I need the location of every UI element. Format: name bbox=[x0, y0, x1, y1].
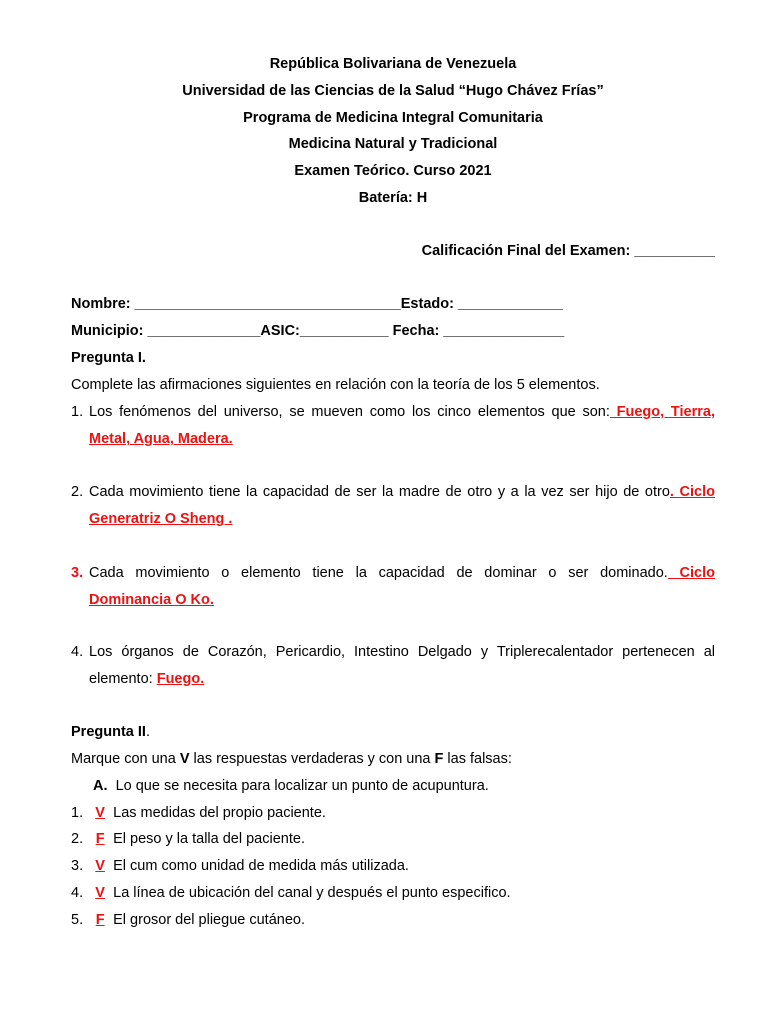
q2-item-1 bbox=[71, 805, 326, 821]
q1-item-2-answer-b: Generatriz O Sheng . bbox=[89, 511, 233, 527]
q2-item-4-text: La línea de ubicación del canal y después el punto especifico. bbox=[113, 885, 511, 901]
final-grade-line: Calificación Final del Examen: __________ bbox=[421, 243, 715, 259]
q2-item-4-mark: V bbox=[95, 885, 105, 901]
question-2-title-dot: . bbox=[145, 724, 150, 740]
q2-item-2 bbox=[71, 831, 305, 847]
q2-item-5-text: El grosor del pliegue cutáneo. bbox=[113, 912, 305, 928]
q2-item-1-number: 1. bbox=[71, 805, 84, 821]
question-2-title-text: Pregunta II bbox=[71, 724, 146, 740]
q2-item-3-text: El cum como unidad de medida más utilizada. bbox=[113, 858, 409, 874]
question-2-title bbox=[71, 724, 150, 740]
q2-item-3-mark: V bbox=[95, 858, 105, 874]
municipio-asic-fecha-line: Municipio: ______________ASIC:___________ Fecha: _______________ bbox=[71, 323, 565, 339]
header-republic: República Bolivariana de Venezuela bbox=[269, 56, 517, 72]
q2-item-3 bbox=[71, 858, 409, 874]
q1-item-2-line-1 bbox=[89, 484, 715, 500]
question-1-title: Pregunta I. bbox=[71, 350, 146, 366]
q2-item-5-number: 5. bbox=[71, 912, 84, 928]
q1-item-4-line-1: Los órganos de Corazón, Pericardio, Intestino Delgado y Triplerecalentador pertenecen al bbox=[89, 644, 715, 660]
q2-item-2-mark: F bbox=[95, 831, 105, 847]
q2-instr-a: Marque con una bbox=[71, 751, 180, 767]
header-subject: Medicina Natural y Tradicional bbox=[288, 136, 498, 152]
q1-item-1-number: 1. bbox=[71, 404, 84, 420]
q2-item-4-number: 4. bbox=[71, 885, 84, 901]
q1-item-4-text-b: elemento: bbox=[89, 671, 157, 687]
q2-item-5-mark: F bbox=[95, 912, 105, 928]
header-university: Universidad de las Ciencias de la Salud “Hugo Chávez Frías” bbox=[182, 83, 604, 99]
q2-subsection-a bbox=[93, 778, 489, 794]
q1-item-1-text: Los fenómenos del universo, se mueven como los cinco elementos que son: bbox=[89, 404, 610, 420]
q1-item-3-number: 3. bbox=[71, 565, 84, 581]
q2-instr-b: las respuestas verdaderas y con una bbox=[189, 751, 435, 767]
q2-item-2-text: El peso y la talla del paciente. bbox=[113, 831, 305, 847]
header-exam: Examen Teórico. Curso 2021 bbox=[294, 163, 492, 179]
header-battery: Batería: H bbox=[358, 190, 428, 206]
q2-item-5 bbox=[71, 912, 305, 928]
q1-item-2-text: Cada movimiento tiene la capacidad de ser la madre de otro y a la vez ser hijo de otro bbox=[89, 484, 670, 500]
q1-item-4-number: 4. bbox=[71, 644, 84, 660]
q2-instr-f: F bbox=[434, 751, 444, 767]
q1-item-4-answer: Fuego. bbox=[156, 671, 205, 687]
q2-item-2-number: 2. bbox=[71, 831, 84, 847]
q2-instr-v: V bbox=[179, 751, 190, 767]
q1-item-2-answer-a: . Ciclo bbox=[669, 484, 715, 500]
question-2-instruction bbox=[71, 751, 512, 767]
q2-item-1-mark: V bbox=[95, 805, 105, 821]
q1-item-1-answer-a: Fuego, Tierra, bbox=[609, 404, 715, 420]
q1-item-1-answer-b: Metal, Agua, Madera. bbox=[89, 431, 233, 447]
nombre-estado-line: Nombre: _________________________________Estado: _____________ bbox=[71, 296, 563, 312]
q1-item-3-line-2 bbox=[89, 592, 214, 608]
q1-item-1-line-1 bbox=[89, 404, 715, 420]
q1-item-3-answer-a: Ciclo bbox=[667, 565, 715, 581]
header-program: Programa de Medicina Integral Comunitaria bbox=[243, 110, 543, 126]
q1-item-2-line-2 bbox=[89, 511, 232, 527]
q2-item-1-text: Las medidas del propio paciente. bbox=[113, 805, 326, 821]
q2-item-3-number: 3. bbox=[71, 858, 84, 874]
question-1-instruction: Complete las afirmaciones siguientes en relación con la teoría de los 5 elementos. bbox=[71, 377, 600, 393]
q1-item-3-answer-b: Dominancia O Ko. bbox=[89, 592, 214, 608]
q1-item-1-line-2 bbox=[89, 431, 233, 447]
q2-subsection-text: Lo que se necesita para localizar un punto de acupuntura. bbox=[115, 778, 489, 794]
q2-subsection-label: A. bbox=[93, 778, 108, 794]
q1-item-3-line-1 bbox=[89, 565, 715, 581]
q1-item-3-text: Cada movimiento o elemento tiene la capacidad de dominar o ser dominado. bbox=[89, 565, 668, 581]
q1-item-4-line-2 bbox=[89, 671, 204, 687]
q2-item-4 bbox=[71, 885, 511, 901]
q1-item-2-number: 2. bbox=[71, 484, 84, 500]
q2-instr-c: las falsas: bbox=[443, 751, 512, 767]
